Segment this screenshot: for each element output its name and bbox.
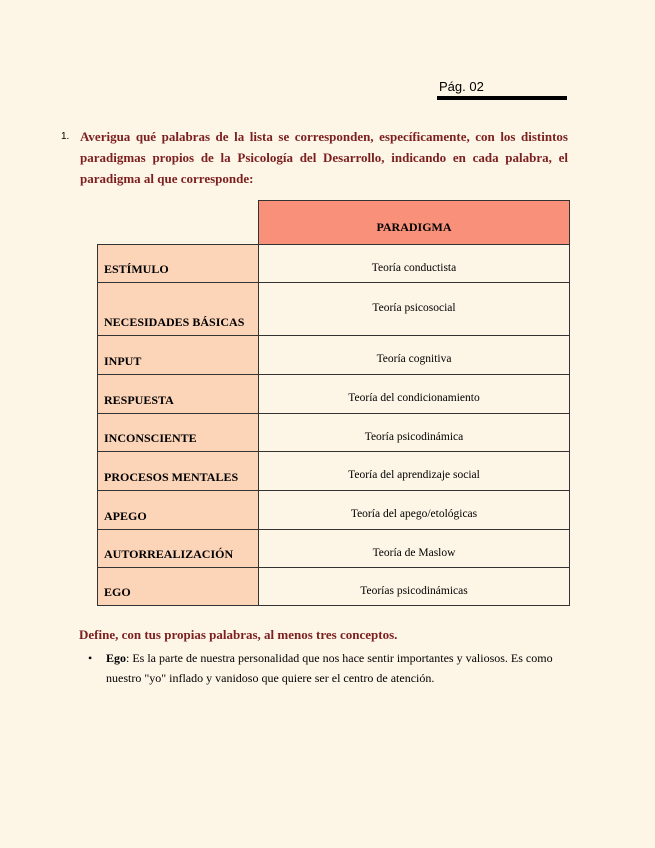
definition-term: Ego: [106, 651, 127, 665]
table-row: [98, 336, 570, 375]
table-row: [98, 414, 570, 452]
bullet-icon: •: [88, 651, 93, 665]
table-row: [98, 568, 570, 606]
page-number: Pág. 02: [439, 79, 484, 94]
term-cell: PROCESOS MENTALES: [98, 452, 259, 491]
table-header-paradigm: PARADIGMA: [259, 201, 570, 245]
table-row: [98, 245, 570, 283]
question-number: 1.: [61, 131, 70, 142]
definition-text: [106, 648, 558, 688]
paradigm-cell: Teoría psicosocial: [259, 283, 570, 336]
question-1: [62, 126, 568, 189]
table-row: [98, 452, 570, 491]
define-heading: Define, con tus propias palabras, al menos tres conceptos.: [79, 627, 398, 642]
list-item: [88, 648, 558, 688]
table-corner: [98, 201, 259, 245]
term-cell: INCONSCIENTE: [98, 414, 259, 452]
term-cell: NECESIDADES BÁSICAS: [98, 283, 259, 336]
term-cell: RESPUESTA: [98, 375, 259, 414]
paradigm-cell: Teoría cognitiva: [259, 336, 570, 375]
paradigm-cell: Teoría del condicionamiento: [259, 375, 570, 414]
paradigm-cell: Teoría del apego/etológicas: [259, 491, 570, 530]
term-cell: INPUT: [98, 336, 259, 375]
term-cell: ESTÍMULO: [98, 245, 259, 283]
paradigm-cell: Teoría del aprendizaje social: [259, 452, 570, 491]
paradigm-table: [97, 200, 570, 606]
table-row: [98, 375, 570, 414]
term-cell: EGO: [98, 568, 259, 606]
table-row: [98, 283, 570, 336]
paradigm-cell: Teoría de Maslow: [259, 530, 570, 568]
header-rule: [437, 96, 567, 100]
definition-body: : Es la parte de nuestra personalidad que nos hace sentir importantes y valiosos. Es como nuestro "yo" inflado y vanidoso que quiere ser el centro de atención.: [106, 651, 553, 685]
question-text: Averigua qué palabras de la lista se corresponden, específicamente, con los distintos paradigmas propios de la Psicología del Desarrollo, indicando en cada palabra, el paradigma al que corresponde:: [80, 129, 568, 186]
paradigm-cell: Teoría conductista: [259, 245, 570, 283]
paradigm-cell: Teoría psicodinámica: [259, 414, 570, 452]
table-row: [98, 530, 570, 568]
term-cell: APEGO: [98, 491, 259, 530]
table-row: [98, 491, 570, 530]
paradigm-cell: Teorías psicodinámicas: [259, 568, 570, 606]
term-cell: AUTORREALIZACIÓN: [98, 530, 259, 568]
